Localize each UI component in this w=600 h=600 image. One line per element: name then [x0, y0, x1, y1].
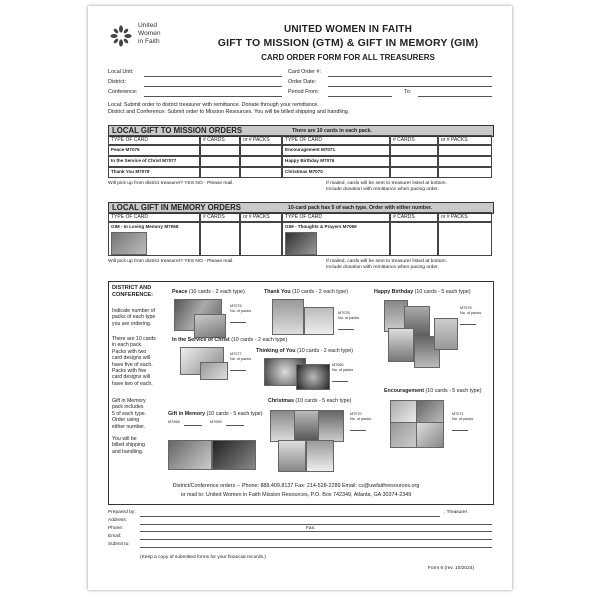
- conference-label: Conference:: [108, 89, 138, 95]
- gim-col-cards: # CARDS: [200, 212, 240, 222]
- local-unit-label: Local Unit:: [108, 69, 134, 75]
- gtm-service-packs-input[interactable]: [240, 156, 282, 167]
- local-unit-field[interactable]: [144, 76, 282, 77]
- service-card-image-2: [200, 362, 228, 380]
- thankyou-order-info: M7078 No. of packs: [338, 311, 360, 320]
- gtm-row-peace: Peace M7075: [108, 145, 200, 156]
- gim-pickup-question: Will pick up from district treasurer? YES NO - Please mail.: [108, 259, 234, 264]
- treasurer-label: , Treasurer: [444, 510, 468, 515]
- order-date-label: Order Date:: [288, 79, 317, 85]
- service-packs-input[interactable]: [230, 370, 246, 371]
- address-field[interactable]: [140, 524, 492, 525]
- order-date-field[interactable]: [328, 86, 492, 87]
- birthday-product-title: Happy Birthday (10 cards - 5 each type): [374, 289, 471, 295]
- gtm-pickup-question: Will pick up from district treasurer? YES NO - Please mail.: [108, 181, 234, 186]
- form-subtitle: CARD ORDER FORM FOR ALL TREASURERS: [261, 53, 435, 62]
- christmas-card-image-2: [294, 410, 320, 442]
- christmas-product-title: Christmas (10 cards - 5 each type): [268, 398, 352, 404]
- period-from-label: Period From:: [288, 89, 320, 95]
- peace-packs-input[interactable]: [230, 322, 246, 323]
- loving-memory-card-image: [111, 232, 147, 255]
- gim-order-info-2: M7069: [210, 420, 222, 424]
- gtm-birthday-cards-input[interactable]: [390, 156, 438, 167]
- gtm-thankyou-packs-input[interactable]: [240, 167, 282, 178]
- period-to-label: To:: [404, 89, 412, 95]
- gim-title: LOCAL GIFT IN MEMORY ORDERS: [112, 203, 241, 212]
- birthday-card-image-3: [388, 328, 414, 362]
- christmas-card-image-3: [318, 410, 344, 442]
- gtm-thankyou-cards-input[interactable]: [200, 167, 240, 178]
- gtm-row-birthday: Happy Birthday M7076: [282, 156, 390, 167]
- gtm-encouragement-cards-input[interactable]: [390, 145, 438, 156]
- thankyou-product-title: Thank You (10 cards - 2 each type): [264, 289, 349, 295]
- gim-thoughts-cards-input[interactable]: [390, 222, 438, 256]
- encouragement-order-info: M7071 No. of packs: [452, 412, 474, 421]
- district-instructions-1: Indicate number of packs of each type you are ordering.: [112, 308, 156, 327]
- period-from-field[interactable]: [328, 96, 392, 97]
- gtm-col-packs-2: or # PACKS: [438, 135, 492, 145]
- gtm-note: There are 10 cards in each pack.: [292, 128, 372, 134]
- phone-label: Phone:: [108, 526, 124, 531]
- christmas-card-image-1: [270, 410, 296, 442]
- gtm-service-cards-input[interactable]: [200, 156, 240, 167]
- org-title: UNITED WOMEN IN FAITH: [283, 24, 413, 35]
- gim-mail-note: If mailed, cards will be sent to treasurer listed at bottom. Include donation with remittance when pacing order.: [326, 259, 447, 270]
- submit-to-field[interactable]: [140, 547, 492, 548]
- prepared-by-field[interactable]: [140, 516, 440, 517]
- email-label: Email:: [108, 534, 122, 539]
- gtm-col-cards: # CARDS: [200, 135, 240, 145]
- thinking-product-title: Thinking of You (10 cards - 2 each type): [256, 348, 353, 354]
- gtm-encouragement-packs-input[interactable]: [438, 145, 492, 156]
- cross-flower-logo-icon: [110, 25, 132, 47]
- district-mail-line: or mail to: United Women in Faith Mission Resources, P.O. Box 742349, Atlanta, GA 30374-2349: [180, 492, 412, 498]
- gim-col-type: TYPE OF CARD: [108, 212, 200, 222]
- gtm-col-packs: or # PACKS: [240, 135, 282, 145]
- gtm-col-type: TYPE OF CARD: [108, 135, 200, 145]
- thoughts-prayers-card-image: [285, 232, 317, 255]
- thankyou-card-image: [272, 299, 304, 335]
- encouragement-packs-input[interactable]: [452, 430, 468, 431]
- address-field-2[interactable]: [140, 531, 492, 532]
- birthday-packs-input[interactable]: [460, 324, 476, 325]
- district-contact-line: District/Conference orders -- Phone: 888.409.8137 Fax: 214-528-2289 Email: cs@uwfaithresources.org: [172, 483, 420, 489]
- gim-loving-cards-input[interactable]: [200, 222, 240, 256]
- peace-card-image-2: [194, 314, 226, 338]
- district-instructions-4: You will be billed shipping and handling.: [112, 436, 145, 455]
- gim-thoughts-packs-input[interactable]: [438, 222, 492, 256]
- gtm-mail-note: If mailed, cards will be sent to treasurer listed at bottom. Include donation with remittance when pacing order.: [326, 181, 447, 192]
- gim-order-info-1: M7068: [168, 420, 180, 424]
- encouragement-product-title: Encouragement (10 cards - 5 each type): [384, 388, 482, 394]
- peace-order-info: M7075 No. of packs: [230, 304, 252, 313]
- gim-m7069-packs-input[interactable]: [226, 425, 244, 426]
- gim-col-cards-2: # CARDS: [390, 212, 438, 222]
- thankyou-card-image-2: [304, 307, 334, 335]
- thinking-packs-input[interactable]: [332, 381, 348, 382]
- gim-col-packs-2: or # PACKS: [438, 212, 492, 222]
- form-title: GIFT TO MISSION (GTM) & GIFT IN MEMORY (GIM): [217, 37, 479, 49]
- gtm-row-thankyou: Thank You M7078: [108, 167, 200, 178]
- christmas-card-image-4: [278, 440, 306, 472]
- encouragement-card-image-2: [416, 400, 444, 424]
- period-to-field[interactable]: [418, 96, 492, 97]
- district-label: District:: [108, 79, 126, 85]
- order-form-page: [88, 6, 512, 590]
- thankyou-packs-input[interactable]: [338, 329, 354, 330]
- email-field[interactable]: [140, 539, 492, 540]
- gim-thoughts-card-image: [212, 440, 256, 470]
- christmas-packs-input[interactable]: [350, 430, 366, 431]
- gtm-peace-cards-input[interactable]: [200, 145, 240, 156]
- gim-col-packs: or # PACKS: [240, 212, 282, 222]
- fax-label: Fax:: [306, 526, 316, 531]
- service-product-title: In the Service of Christ (10 cards - 2 each type): [172, 337, 288, 343]
- logo-text: United Women in Faith: [138, 22, 161, 45]
- christmas-card-image-5: [306, 440, 334, 472]
- district-instructions-2: There are 10 cards in each pack. Packs with two card designs will have five of each. Packs with five card designs will have two of each.: [112, 336, 156, 387]
- encouragement-card-image-4: [416, 422, 444, 448]
- card-order-field[interactable]: [328, 76, 492, 77]
- card-order-label: Card Order #:: [288, 69, 321, 75]
- gtm-row-christmas: Christmas M7070: [282, 167, 390, 178]
- gtm-christmas-packs-input[interactable]: [438, 167, 492, 178]
- birthday-card-image-5: [434, 318, 458, 350]
- gim-col-type-2: TYPE OF CARD: [282, 212, 390, 222]
- peace-product-title: Peace (10 cards - 2 each type): [172, 289, 245, 295]
- gim-loving-card-image: [168, 440, 212, 470]
- gim-note: 10-card pack has 5 of each type. Order with either number.: [288, 205, 433, 211]
- address-label: Address:: [108, 518, 127, 523]
- gtm-peace-packs-input[interactable]: [240, 145, 282, 156]
- encouragement-card-image-1: [390, 400, 418, 424]
- submit-to-label: Submit to:: [108, 542, 130, 547]
- form-number: Form 6 (rev. 10/2024): [428, 566, 475, 571]
- service-order-info: M7077 No. of packs: [230, 352, 252, 361]
- gtm-title: LOCAL GIFT TO MISSION ORDERS: [112, 126, 243, 135]
- gtm-row-encouragement: Encouragement M7071: [282, 145, 390, 156]
- thinking-order-info: M7080 No. of packs: [332, 363, 354, 372]
- gtm-birthday-packs-input[interactable]: [438, 156, 492, 167]
- gim-row-loving-memory: GIM - In Loving Memory M7068: [108, 222, 200, 256]
- instructions: Local: Submit order to district treasurer with remittance. Donate through your remittance. District and Conference: Submit order to Mission Resources. You will be billed shipping and handling.: [108, 102, 350, 115]
- gim-m7068-packs-input[interactable]: [184, 425, 202, 426]
- gim-loving-packs-input[interactable]: [240, 222, 282, 256]
- gtm-row-service: In the Service of Christ M7077: [108, 156, 200, 167]
- keep-copy-note: (Keep a copy of submitted forms for your financial records.): [140, 555, 266, 560]
- gtm-col-type-2: TYPE OF CARD: [282, 135, 390, 145]
- district-instructions-3: Gift in Memory pack includes 5 of each type. Order using either number.: [112, 398, 147, 430]
- gtm-christmas-cards-input[interactable]: [390, 167, 438, 178]
- district-box-title: DISTRICT AND CONFERENCE:: [112, 285, 154, 298]
- encouragement-card-image-3: [390, 422, 418, 448]
- thinking-card-image-2: [296, 364, 330, 390]
- birthday-order-info: M7076 No. of packs: [460, 306, 482, 315]
- gim-row-thoughts-prayers: GIM - Thoughts & Prayers M7069: [282, 222, 390, 256]
- gtm-col-cards-2: # CARDS: [390, 135, 438, 145]
- district-field[interactable]: [144, 86, 282, 87]
- gim-product-title: Gift in Memory (10 cards - 5 each type): [168, 411, 263, 417]
- christmas-order-info: M7070 No. of packs: [350, 412, 372, 421]
- prepared-by-label: Prepared by:: [108, 510, 136, 515]
- conference-field[interactable]: [144, 96, 282, 97]
